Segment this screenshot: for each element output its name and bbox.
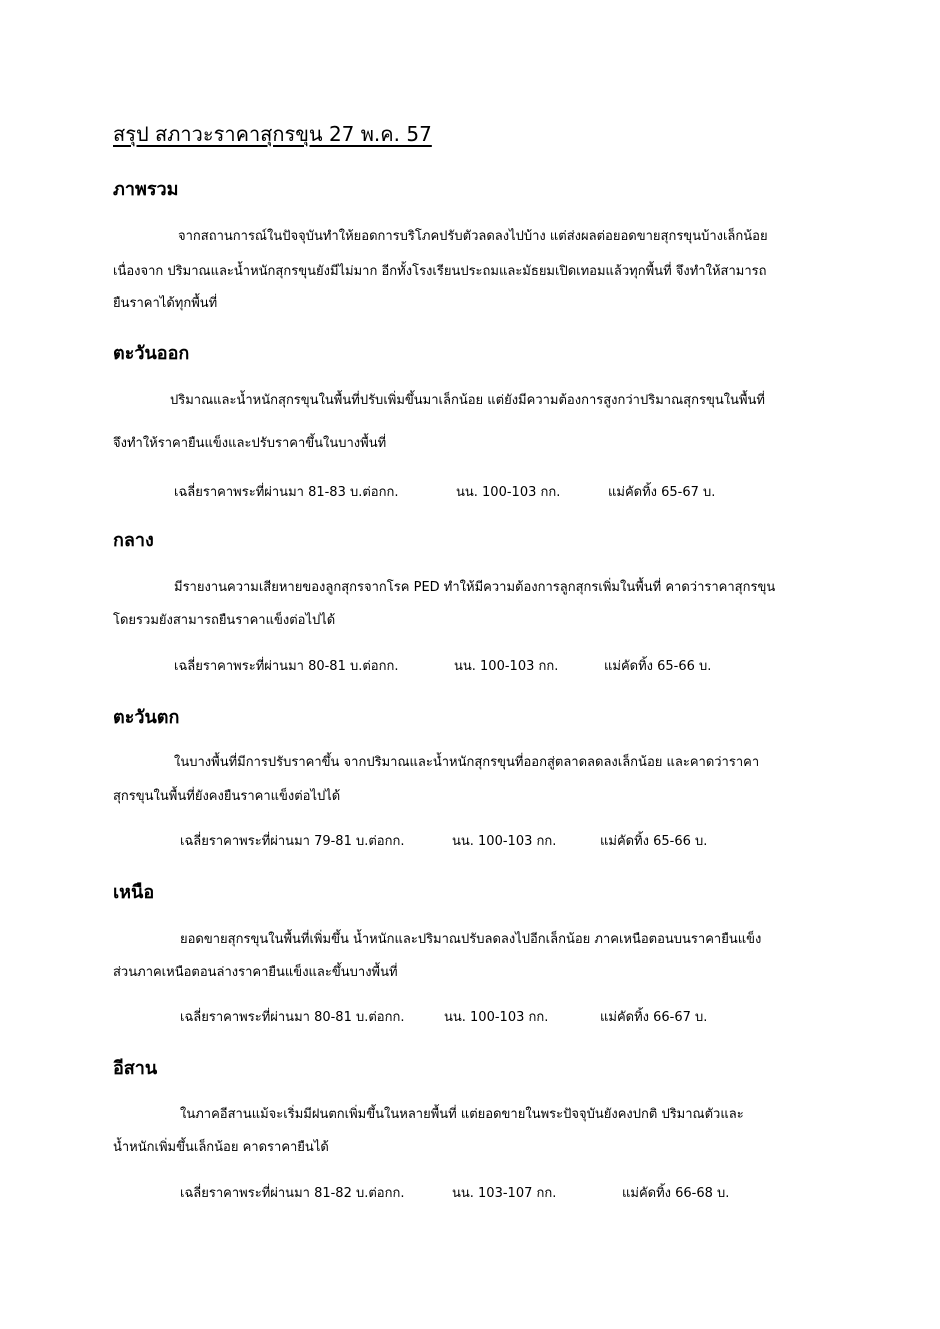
section-heading-overview: ภาพรวม: [113, 179, 179, 200]
price-weight: นน. 103-107 กก.: [452, 1186, 557, 1201]
paragraph-line: มีรายงานความเสียหายของลูกสุกรจากโรค PED ทำให้มีความต้องการลูกสุกรเพิ่มในพื้นที่ คาดว่าราคาสุกรขุน: [174, 580, 776, 595]
price-average: เฉลี่ยราคาพระที่ผ่านมา 81-83 บ.ต่อกก.: [174, 485, 399, 500]
paragraph-line: โดยรวมยังสามารถยืนราคาแข็งต่อไปได้: [113, 613, 336, 628]
section-heading-west: ตะวันตก: [113, 707, 180, 728]
paragraph-line: น้ำหนักเพิ่มขึ้นเล็กน้อย คาดราคายืนได้: [113, 1140, 329, 1155]
paragraph-line: ปริมาณและน้ำหนักสุกรขุนในพื้นที่ปรับเพิ่มขึ้นมาเล็กน้อย แต่ยังมีความต้องการสูงกว่าปริมาณสุกรขุนในพื้นที่: [170, 393, 765, 408]
paragraph-line: สุกรขุนในพื้นที่ยังคงยืนราคาแข็งต่อไปได้: [113, 789, 341, 804]
price-weight: นน. 100-103 กก.: [456, 485, 561, 500]
price-average: เฉลี่ยราคาพระที่ผ่านมา 80-81 บ.ต่อกก.: [174, 659, 399, 674]
price-cull-sow: แม่คัดทิ้ง 66-67 บ.: [600, 1010, 708, 1025]
section-heading-east: ตะวันออก: [113, 343, 190, 364]
price-cull-sow: แม่คัดทิ้ง 65-67 บ.: [608, 485, 716, 500]
paragraph-line: ยอดขายสุกรขุนในพื้นที่เพิ่มขึ้น น้ำหนักและปริมาณปรับลดลงไปอีกเล็กน้อย ภาคเหนือตอนบนราคายืนแข็ง: [180, 932, 762, 947]
section-heading-central: กลาง: [113, 530, 154, 551]
price-weight: นน. 100-103 กก.: [452, 834, 557, 849]
paragraph-line: ยืนราคาได้ทุกพื้นที่: [113, 296, 218, 311]
section-heading-isan: อีสาน: [113, 1058, 158, 1079]
price-average: เฉลี่ยราคาพระที่ผ่านมา 80-81 บ.ต่อกก.: [180, 1010, 405, 1025]
price-average: เฉลี่ยราคาพระที่ผ่านมา 79-81 บ.ต่อกก.: [180, 834, 405, 849]
price-cull-sow: แม่คัดทิ้ง 65-66 บ.: [604, 659, 712, 674]
section-heading-north: เหนือ: [113, 882, 155, 903]
paragraph-line: ส่วนภาคเหนือตอนล่างราคายืนแข็งและขึ้นบางพื้นที่: [113, 965, 398, 980]
price-cull-sow: แม่คัดทิ้ง 65-66 บ.: [600, 834, 708, 849]
paragraph-line: จึงทำให้ราคายืนแข็งและปรับราคาขึ้นในบางพื้นที่: [113, 436, 387, 451]
paragraph-line: ในบางพื้นที่มีการปรับราคาขึ้น จากปริมาณและน้ำหนักสุกรขุนที่ออกสู่ตลาดลดลงเล็กน้อย และคาดว่าราคา: [174, 755, 760, 770]
paragraph-line: ในภาคอีสานแม้จะเริ่มมีฝนตกเพิ่มขึ้นในหลายพื้นที่ แต่ยอดขายในพระปัจจุบันยังคงปกติ ปริมาณตัวและ: [180, 1107, 744, 1122]
paragraph-line: จากสถานการณ์ในปัจจุบันทำให้ยอดการบริโภคปรับตัวลดลงไปบ้าง แต่ส่งผลต่อยอดขายสุกรขุนบ้างเล็กน้อย: [178, 229, 768, 244]
page-title: สรุป สภาวะราคาสุกรขุน 27 พ.ค. 57: [113, 122, 432, 146]
price-average: เฉลี่ยราคาพระที่ผ่านมา 81-82 บ.ต่อกก.: [180, 1186, 405, 1201]
paragraph-line: เนื่องจาก ปริมาณและน้ำหนักสุกรขุนยังมีไม่มาก อีกทั้งโรงเรียนประถมและมัธยมเปิดเทอมแล้วทุกพื้นที่ จึงทำให้สามารถ: [113, 264, 767, 279]
price-weight: นน. 100-103 กก.: [454, 659, 559, 674]
price-weight: นน. 100-103 กก.: [444, 1010, 549, 1025]
price-cull-sow: แม่คัดทิ้ง 66-68 บ.: [622, 1186, 730, 1201]
